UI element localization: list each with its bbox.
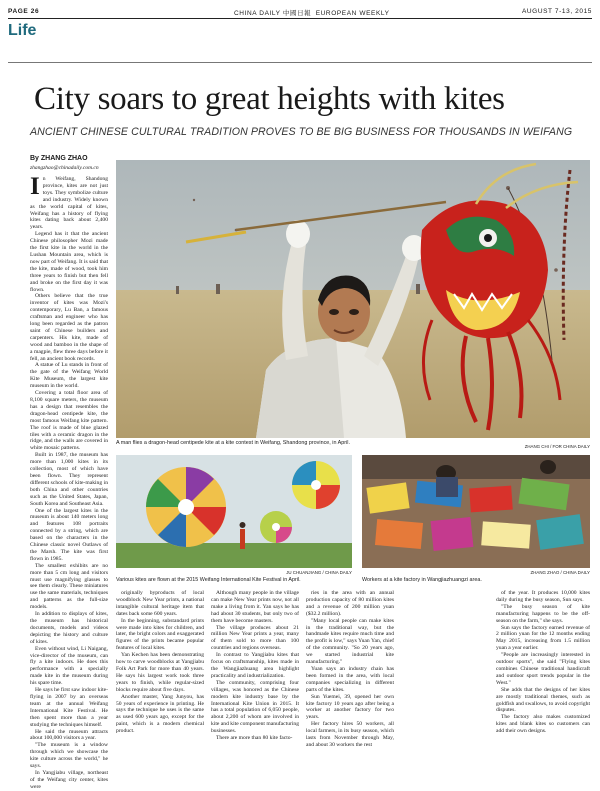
article-paragraph: She adds that the designs of her kites are mostly traditional themes, such as goldfish and swallows, to avoid copyright disputes.	[496, 686, 590, 714]
header-rule	[8, 18, 592, 19]
dragon-kite-photo	[116, 160, 590, 438]
headline: City soars to great heights with kites	[34, 81, 505, 117]
article-paragraph: In contrast to Yangjiabu kites that focus on craftsmanship, kites made in the Wangjiazhuang area highlight practicality and industrialization.	[211, 652, 299, 679]
article-column-2	[116, 590, 204, 768]
edition-label: EUROPEAN WEEKLY	[315, 10, 390, 17]
article-paragraph: In Yangjiabu village, northeast of the Weifang city center, kites were	[30, 769, 108, 790]
article-column-3	[211, 590, 299, 768]
main-photo-caption: A man flies a dragon-head centipede kite at a kite contest in Weifang, Shandong province, in April.	[116, 440, 350, 446]
article-paragraph: The community, comprising four villages, was honored as the Chinese modern kite industry base by the International Kite Union in 2015. It has a total population of 6,050 people, about 2,200 of whom are involved in kite and kite component manufacturing businesses.	[211, 679, 299, 735]
festival-photo-caption: Various kites are flown at the 2015 Weifang International Kite Festival in April.	[116, 577, 301, 583]
article-paragraph: "The museum is a window through which we showcase the kite culture across the world," he says.	[30, 742, 108, 770]
article-paragraph: n Weifang, Shandong province, kites are not just toys. They symbolize culture and industry. Widely known as the world capital of kites, Weifang has a history of flying kites dating back about 2,400 years.	[30, 176, 108, 231]
section-rule	[8, 62, 592, 63]
article-paragraph: A statue of Lu stands in front of the gate of the Weifang World Kite Museum, the largest kite museum in the world.	[30, 362, 108, 390]
subhead: ANCIENT CHINESE CULTURAL TRADITION PROVES TO BE BIG BUSINESS FOR THOUSANDS IN WEIFANG	[30, 126, 573, 138]
main-photo	[116, 160, 590, 438]
article-paragraph: He says he first saw indoor kite-flying in 2007 by an overseas team at the annual Weifang International Kite Festival. He then spent more than a year studying the techniques himself.	[30, 687, 108, 728]
article-paragraph: One of the largest kites in the museum is about 140 meters long and features 108 portraits connected by a string, which are based on the characters in the Chinese classic novel Outlaws of the Marsh. The kite was first flown in 1985.	[30, 507, 108, 562]
author-email: zhangzhao@chinadaily.com.cn	[30, 165, 99, 171]
factory-photo-caption: Workers at a kite factory in Wangjiazhuangzi area.	[362, 577, 482, 583]
article-paragraph: "Many local people can make kites in the traditional way, but the handmade kites require much time and the profit is low," says Yuan Yan, chief of the community. "So 20 years ago, we started industrial kite manufacturing."	[306, 617, 394, 666]
article-paragraph: The village produces about 21 million New Year prints a year, many of them sold to more than 100 countries and regions overseas.	[211, 624, 299, 652]
article-column-5	[496, 590, 590, 768]
issue-date: AUGUST 7-13, 2015	[521, 8, 592, 15]
main-photo-credit: ZHANG CHI / FOR CHINA DAILY	[524, 444, 590, 449]
article-paragraph: Yan Kechen has been demonstrating how to carve woodblocks at Yangjiabu Folk Art Park for more than 40 years. He says his largest work took three years to finish, while regular-sized blocks require about five days.	[116, 652, 204, 693]
article-paragraph: The factory also makes customized kites and blank kites so customers can add their own designs.	[496, 714, 590, 735]
article-paragraph: Sun says the factory earned revenue of 2 million yuan for the 12 months ending May 2015, increasing from 1.5 million yuan a year earlier.	[496, 624, 590, 652]
article-paragraph: Built in 1987, the museum has more than 1,000 kites in its collection, most of which have been flown. They represent different schools of kite-making in both China and other countries such as the United States, Japan, South Korea and Southeast Asia.	[30, 452, 108, 507]
article-paragraph: of the year. It produces 10,000 kites daily during the busy season, Sun says.	[496, 590, 590, 603]
byline: By ZHANG ZHAO	[30, 155, 88, 162]
page-number: PAGE 26	[8, 8, 40, 15]
article-paragraph: In addition to displays of kites, the museum has historical documents, models and videos depicting the history and culture of kites.	[30, 611, 108, 645]
column-2-text	[116, 590, 204, 735]
article-paragraph: In the beginning, substandard prints were made into kites for children, and later, the bright colors and exaggerated figures of the prints became popular features of local kites.	[116, 617, 204, 652]
article-paragraph: "People are increasingly interested in outdoor sports", she said "Flying kites combines Chinese traditional handicraft and outdoor sport trends popular in the West."	[496, 652, 590, 686]
article-paragraph: There are more than 80 kite facto-	[216, 735, 293, 742]
publication-title: CHINA DAILY	[234, 10, 281, 17]
article-paragraph: "The busy season of kite manufacturing happens to be the off-season on the farm," she says.	[496, 603, 590, 624]
column-3-text	[211, 590, 299, 742]
article-paragraph: ries in the area with an annual production capacity of 80 million kites and a revenue of 200 million yuan ($32.2 million).	[306, 590, 394, 617]
article-paragraph: originally byproducts of local woodblock New Year prints, a national intangible cultural heritage item that dates back some 600 years.	[116, 590, 204, 617]
kite-factory-photo	[362, 455, 590, 568]
factory-photo-credit: ZHANG ZHAO / CHINA DAILY	[530, 570, 590, 575]
section-label: Life	[8, 22, 37, 39]
article-paragraph: The smallest exhibits are no more than 5 cm long and visitors must use magnifying glasses to see them clearly. These miniatures use the same materials, techniques and patterns as the full-size models.	[30, 562, 108, 611]
article-paragraph: He said the museum attracts about 100,000 visitors a year.	[30, 728, 108, 742]
publication-title-cn: 中國日報	[282, 10, 312, 17]
drop-cap: I	[30, 173, 40, 200]
column-5-text	[496, 590, 590, 735]
article-paragraph: Yuan says an industry chain has been formed in the area, with local companies specializing in different parts of the kites.	[306, 665, 394, 693]
article-paragraph: Sun Yuemei, 39, opened her own kite factory 10 years ago after being a worker at another factory for two years.	[306, 693, 394, 721]
festival-photo-credit: JU CHUANJIANG / CHINA DAILY	[286, 570, 352, 575]
column-1-text	[30, 173, 108, 791]
article-paragraph: Another master, Yang Junyou, has 50 years of experience in printing. He says the technique he uses is the same as used 600 years ago, except for the paint, which is a modern chemical product.	[116, 693, 204, 735]
article-paragraph: Others believe that the true inventor of kites was Mozi's contemporary, Lu Ban, a famous craftsman and engineer who has long been regarded as the patron saint of Chinese builders and carpenters. His kite, made of wood and bamboo in the shape of a magpie, flew three days before it fell, an ancient book records.	[30, 293, 108, 362]
article-paragraph: Even without wind, Li Naigang, vice-director of the museum, can fly a kite indoors. He does this performance with a specially made kite in the museum during his spare time.	[30, 645, 108, 687]
article-paragraph: Her factory hires 50 workers, all local farmers, in its busy season, which lasts from November through May, and about 30 workers the rest	[306, 721, 394, 748]
publication-name	[234, 8, 390, 17]
factory-photo	[362, 455, 590, 568]
article-paragraph: Legend has it that the ancient Chinese philosopher Mozi made the first kite in the world in the Lushan Mountain area, which is now part of Weifang. It is said that the kite, made of wood, took him three years to finish but then fell and broke on the first day it was flown.	[30, 231, 108, 293]
article-paragraph: Covering a total floor area of 8,100 square meters, the museum has a design that resembles the dragon-head centipede kite, the most famous Weifang kite pattern. The roof is made of blue glazed tiles with a ceramic dragon in the ridge, and the walls are covered in white mosaic patterns.	[30, 390, 108, 452]
column-4-text	[306, 590, 394, 749]
article-column-1	[30, 173, 108, 790]
festival-photo	[116, 455, 352, 568]
pinwheel-kites-photo	[116, 455, 352, 568]
article-column-4	[306, 590, 394, 768]
article-paragraph: Although many people in the village can make New Year prints now, not all make a living from it. Yan says he has had about 30 students, but only two of them have become masters.	[211, 590, 299, 624]
